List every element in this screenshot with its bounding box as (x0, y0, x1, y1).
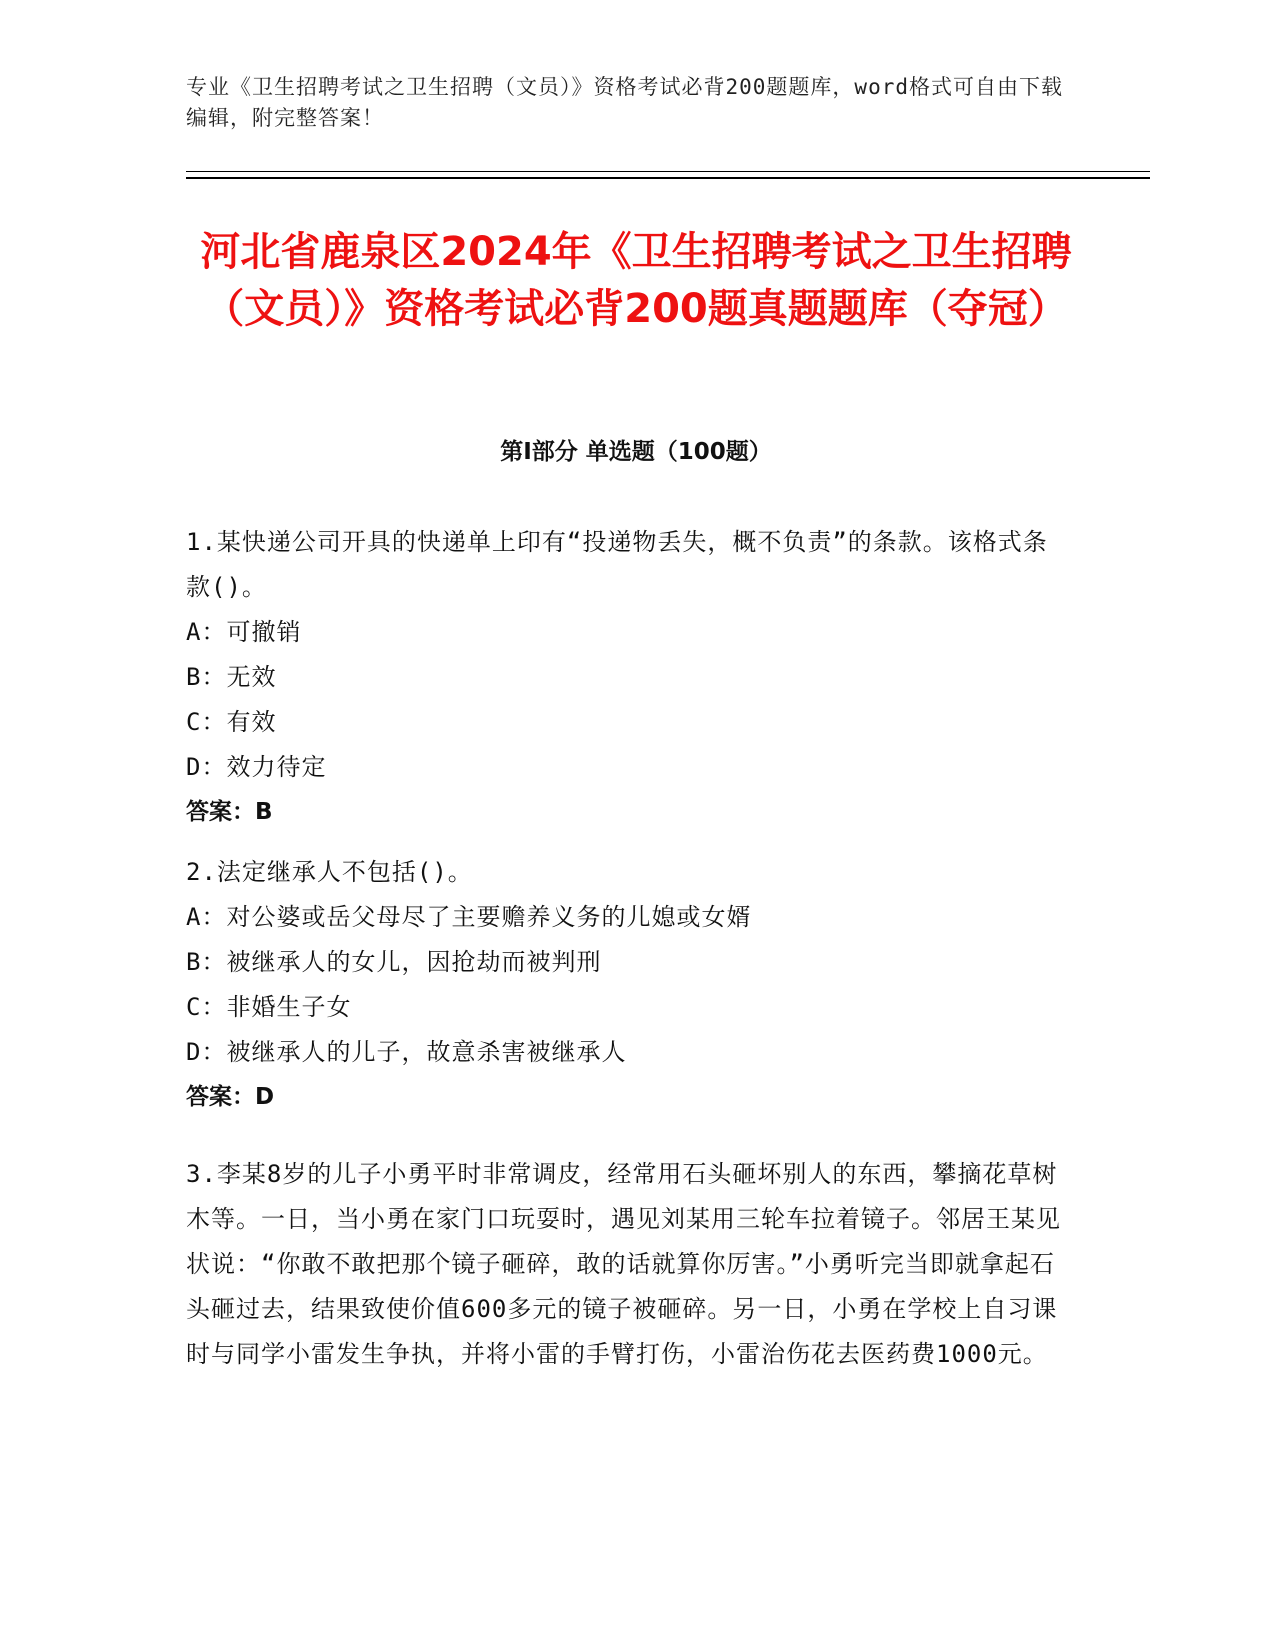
question-1 (186, 520, 1066, 835)
question-1-option-b: B：无效 (186, 663, 277, 691)
question-2-option-a: A：对公婆或岳父母尽了主要赡养义务的儿媳或女婿 (186, 903, 752, 931)
question-1-option-c: C：有效 (186, 708, 277, 736)
question-2-option-d: D：被继承人的儿子，故意杀害被继承人 (186, 1038, 627, 1066)
question-1-answer: 答案：B (186, 799, 273, 825)
question-2-option-b: B：被继承人的女儿，因抢劫而被判刑 (186, 948, 602, 976)
question-1-option-a: A：可撤销 (186, 618, 302, 646)
document-title: 河北省鹿泉区2024年《卫生招聘考试之卫生招聘（文员）》资格考试必背200题真题题库（夺冠） (200, 229, 1072, 332)
question-2-text: 2.法定继承人不包括()。 (186, 858, 473, 886)
question-2-answer: 答案：D (186, 1084, 275, 1110)
header-note: 专业《卫生招聘考试之卫生招聘（文员）》资格考试必背200题题库，word格式可自由下载编辑，附完整答案！ (186, 75, 1063, 130)
question-1-option-d: D：效力待定 (186, 753, 327, 781)
question-1-text: 1.某快递公司开具的快递单上印有“投递物丢失，概不负责”的条款。该格式条款()。 (186, 528, 1048, 601)
question-2 (186, 850, 1066, 1120)
section-heading: 第Ⅰ部分 单选题（100题） (500, 439, 772, 465)
question-3 (186, 1152, 1066, 1377)
question-2-option-c: C：非婚生子女 (186, 993, 352, 1021)
header-divider-thin (186, 171, 1150, 172)
question-3-text: 3.李某8岁的儿子小勇平时非常调皮，经常用石头砸坏别人的东西，攀摘花草树木等。一日，当小勇在家门口玩耍时，遇见刘某用三轮车拉着镜子。邻居王某见状说：“你敢不敢把那个镜子砸碎，敢的话就算你厉害。”小勇听完当即就拿起石头砸过去，结果致使价值600多元的镜子被砸碎。另一日，小勇在学校上自习课时与同学小雷发生争执，并将小雷的手臂打伤，小雷治伤花去医药费1000元。 (186, 1160, 1061, 1368)
header-divider-thick (186, 177, 1150, 179)
